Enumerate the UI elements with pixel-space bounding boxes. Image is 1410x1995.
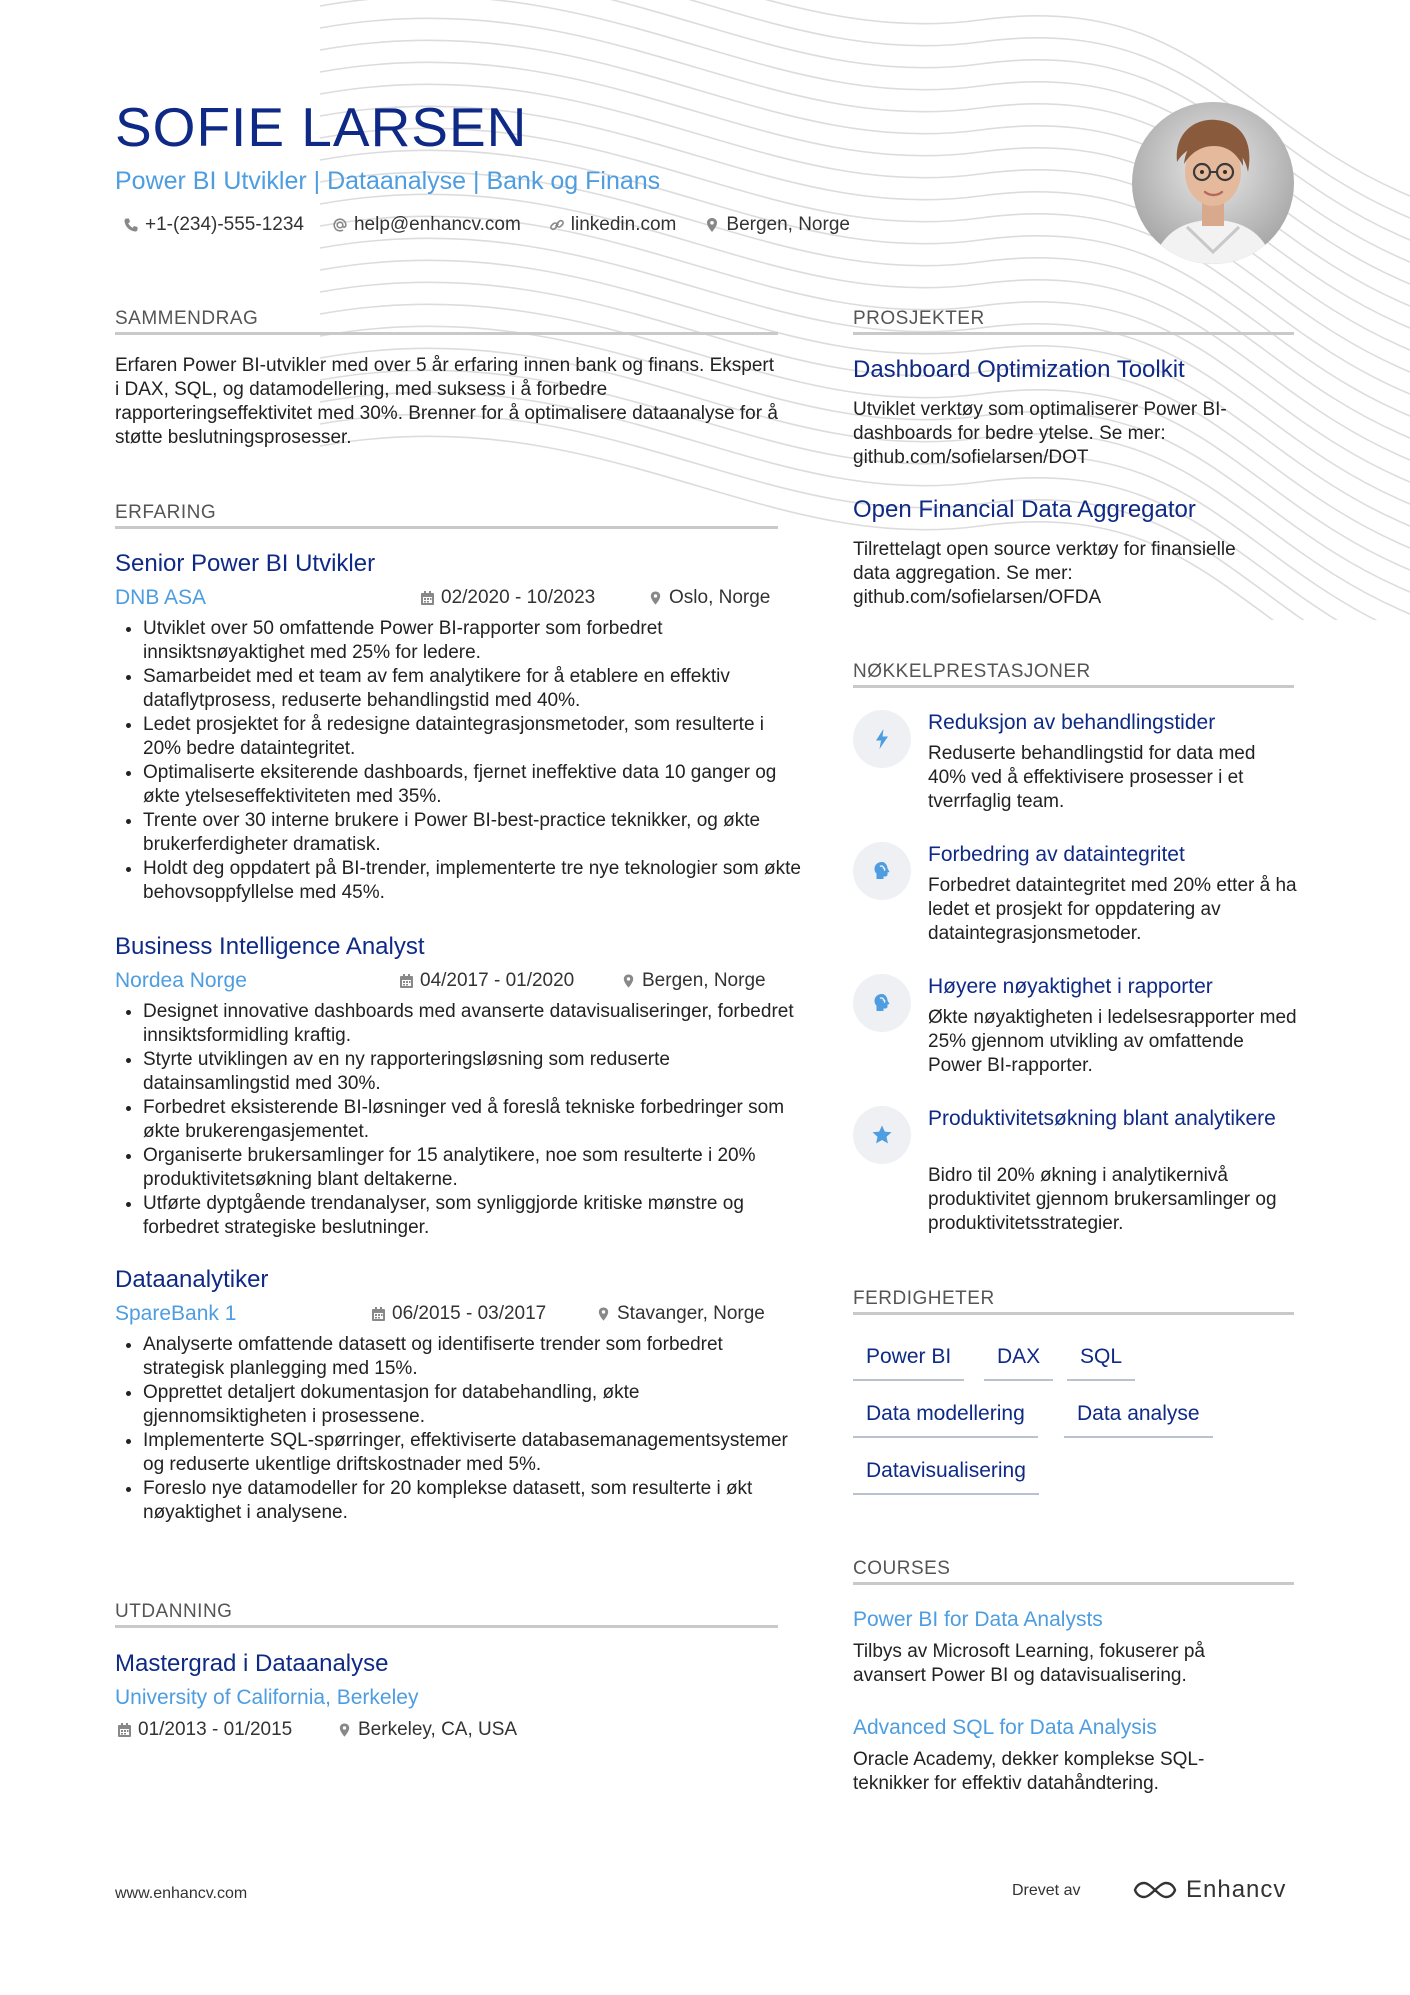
list-item: • Organiserte brukersamlinger for 15 analytikere, noe som resulterte i 20% produktivitetsøkning blant deltakerne.	[143, 1144, 806, 1192]
list-item: • Samarbeidet med et team av fem analytikere for å etablere en effektiv dataflytprosess, reduserte behandlingstid med 40%.	[143, 665, 806, 713]
linkedin-text: linkedin.com	[570, 214, 677, 235]
education-dates	[117, 1719, 292, 1741]
experience-divider	[115, 526, 778, 529]
job-dates	[371, 1303, 546, 1325]
job-bullets	[115, 1333, 806, 1525]
location-text: Bergen, Norge	[726, 214, 850, 235]
course-description: Oracle Academy, dekker komplekse SQL-teknikker for effektiv datahåndtering.	[853, 1749, 1205, 1794]
skill-tag: SQL	[1067, 1345, 1135, 1381]
job-bullets	[115, 617, 806, 905]
list-item: • Trente over 30 interne brukere i Power BI-best-practice teknikker, og økte brukerferdigheter dramatisk.	[143, 809, 806, 857]
course-description: Tilbys av Microsoft Learning, fokuserer på avansert Power BI og datavisualisering.	[853, 1641, 1206, 1686]
avatar-illustration	[1132, 102, 1294, 264]
list-item: • Utførte dyptgående trendanalyser, som synliggjorde kritiske mønstre og forbedret strategiske beslutninger.	[143, 1192, 806, 1240]
job-dates	[420, 587, 595, 609]
job-dates-text: 04/2017 - 01/2020	[420, 970, 575, 991]
profile-photo	[1132, 102, 1294, 264]
candidate-name: SOFIE LARSEN	[115, 96, 528, 158]
skill-tag: DAX	[984, 1345, 1053, 1381]
job-dates-text: 06/2015 - 03/2017	[392, 1303, 547, 1324]
job-location	[596, 1303, 765, 1325]
location-pin-icon	[621, 973, 636, 989]
achievement-title: Produktivitetsøkning blant analytikere	[928, 1107, 1276, 1130]
courses-heading: COURSES	[853, 1558, 951, 1579]
education-location-text: Berkeley, CA, USA	[358, 1719, 518, 1740]
calendar-icon	[117, 1722, 132, 1738]
projects-divider	[853, 332, 1294, 335]
summary-text: Erfaren Power BI-utvikler med over 5 år erfaring innen bank og finans. Ekspert i DAX, SQL, og datamodellering, med suksess i å forbedre rapporteringseffektivitet med 30%. Brenner for å optimalisere dataanalyse for å støtte beslutningsprosesser.	[115, 355, 778, 448]
achievement-description: Bidro til 20% økning i analytikernivå produktivitet gjennom brukersamlinger og produktivitetsstrategier.	[928, 1165, 1277, 1234]
achievement-title: Forbedring av dataintegritet	[928, 843, 1185, 866]
achievement-description: Økte nøyaktigheten i ledelsesrapporter med 25% gjennom utvikling av omfattende Power BI-rapporter.	[928, 1007, 1297, 1076]
location-pin-icon	[596, 1306, 611, 1322]
candidate-headline: Power BI Utvikler | Dataanalyse | Bank og Finans	[115, 167, 661, 195]
skill-tag: Data modellering	[853, 1402, 1038, 1438]
brand-name: Enhancv	[1186, 1876, 1287, 1903]
achievements-heading: NØKKELPRESTASJONER	[853, 661, 1091, 682]
project-title: Open Financial Data Aggregator	[853, 496, 1196, 523]
project-description: Tilrettelagt open source verktøy for finansielle data aggregation. Se mer: github.com/sofielarsen/OFDA	[853, 539, 1236, 608]
list-item: • Holdt deg oppdatert på BI-trender, implementerte tre nye teknologier som økte behovsoppfyllelse med 45%.	[143, 857, 806, 905]
contact-bar	[123, 214, 850, 236]
calendar-icon	[420, 590, 435, 606]
list-item: • Analyserte omfattende datasett og identifiserte trender som forbedret strategisk planlegging med 15%.	[143, 1333, 806, 1381]
list-item: • Styrte utviklingen av en ny rapporteringsløsning som reduserte datainsamlingstid med 30%.	[143, 1048, 806, 1096]
job-location-text: Bergen, Norge	[642, 970, 766, 991]
infinity-logo-icon	[1132, 1878, 1178, 1902]
education-location	[337, 1719, 517, 1741]
skills-heading: FERDIGHETER	[853, 1288, 995, 1309]
job-dates-text: 02/2020 - 10/2023	[441, 587, 596, 608]
email-text: help@enhancv.com	[353, 214, 521, 235]
list-item: • Opprettet detaljert dokumentasjon for databehandling, økte gjennomsiktigheten i prosessene.	[143, 1381, 806, 1429]
job-location	[621, 970, 766, 992]
list-item: • Designet innovative dashboards med avanserte datavisualiseringer, forbedret innsiktsformidling kraftig.	[143, 1000, 806, 1048]
courses-divider	[853, 1582, 1294, 1585]
calendar-icon	[399, 973, 414, 989]
star-icon	[853, 1106, 911, 1164]
job-location	[648, 587, 770, 609]
summary-divider	[115, 332, 778, 335]
achievement-description: Forbedret dataintegritet med 20% etter å ha ledet et prosjekt for oppdatering av dataintegrasjonsmetoder.	[928, 875, 1297, 944]
list-item: • Utviklet over 50 omfattende Power BI-rapporter som forbedret innsiktsnøyaktighet med 25% for ledere.	[143, 617, 806, 665]
list-item: • Ledet prosjektet for å redesigne dataintegrasjonsmetoder, som resulterte i 20% bedre dataintegritet.	[143, 713, 806, 761]
footer-website-link[interactable]: www.enhancv.com	[115, 1885, 248, 1902]
contact-phone[interactable]	[123, 214, 304, 236]
job-bullets	[115, 1000, 806, 1240]
at-icon	[332, 217, 348, 233]
job-company: DNB ASA	[115, 586, 207, 609]
school-name: University of California, Berkeley	[115, 1686, 419, 1709]
job-location-text: Oslo, Norge	[669, 587, 771, 608]
lightning-icon	[853, 710, 911, 768]
list-item: • Implementerte SQL-spørringer, effektiviserte databasemanagementsystemer og reduserte ukentlige driftskostnader med 5%.	[143, 1429, 806, 1477]
job-dates	[399, 970, 574, 992]
job-title: Business Intelligence Analyst	[115, 933, 425, 960]
list-item: • Foreslo nye datamodeller for 20 komplekse datasett, som resulterte i økt nøyaktighet i analysene.	[143, 1477, 806, 1525]
job-title: Dataanalytiker	[115, 1266, 269, 1293]
education-heading: UTDANNING	[115, 1601, 233, 1622]
achievement-title: Høyere nøyaktighet i rapporter	[928, 975, 1213, 998]
summary-heading: SAMMENDRAG	[115, 308, 259, 329]
degree-title: Mastergrad i Dataanalyse	[115, 1650, 389, 1677]
list-item: • Optimaliserte eksiterende dashboards, fjernet ineffektive data 10 ganger og økte ytelseseffektiviteten med 35%.	[143, 761, 806, 809]
location-pin-icon	[704, 217, 720, 233]
contact-email[interactable]	[332, 214, 521, 236]
course-title: Power BI for Data Analysts	[853, 1608, 1103, 1631]
location-pin-icon	[648, 590, 663, 606]
calendar-icon	[371, 1306, 386, 1322]
contact-location	[704, 214, 850, 236]
skill-tag: Power BI	[853, 1345, 964, 1381]
phone-icon	[123, 217, 139, 233]
footer-powered-by: Drevet av	[1012, 1882, 1081, 1899]
experience-heading: ERFARING	[115, 502, 217, 523]
brain-icon	[853, 974, 911, 1032]
achievements-divider	[853, 685, 1294, 688]
job-company: Nordea Norge	[115, 969, 247, 992]
location-pin-icon	[337, 1722, 352, 1738]
list-item: • Forbedret eksisterende BI-løsninger ved å foreslå tekniske forbedringer som økte brukerengasjementet.	[143, 1096, 806, 1144]
skill-tag: Data analyse	[1064, 1402, 1213, 1438]
course-title: Advanced SQL for Data Analysis	[853, 1716, 1157, 1739]
job-title: Senior Power BI Utvikler	[115, 550, 376, 577]
contact-linkedin[interactable]	[549, 214, 677, 236]
phone-text: +1-(234)-555-1234	[145, 214, 304, 235]
achievement-title: Reduksjon av behandlingstider	[928, 711, 1216, 734]
education-divider	[115, 1625, 778, 1628]
project-description: Utviklet verktøy som optimaliserer Power BI-dashboards for bedre ytelse. Se mer: github.com/sofielarsen/DOT	[853, 399, 1227, 468]
skills-divider	[853, 1312, 1294, 1315]
enhancv-logo[interactable]	[1132, 1876, 1286, 1904]
job-company: SpareBank 1	[115, 1302, 237, 1325]
achievement-description: Reduserte behandlingstid for data med 40% ved å effektivisere prosesser i et tverrfaglig team.	[928, 743, 1256, 812]
education-dates-text: 01/2013 - 01/2015	[138, 1719, 293, 1740]
project-title: Dashboard Optimization Toolkit	[853, 356, 1185, 383]
skill-tag: Datavisualisering	[853, 1459, 1039, 1495]
link-icon	[549, 217, 565, 233]
brain-icon	[853, 842, 911, 900]
job-location-text: Stavanger, Norge	[617, 1303, 765, 1324]
projects-heading: PROSJEKTER	[853, 308, 985, 329]
